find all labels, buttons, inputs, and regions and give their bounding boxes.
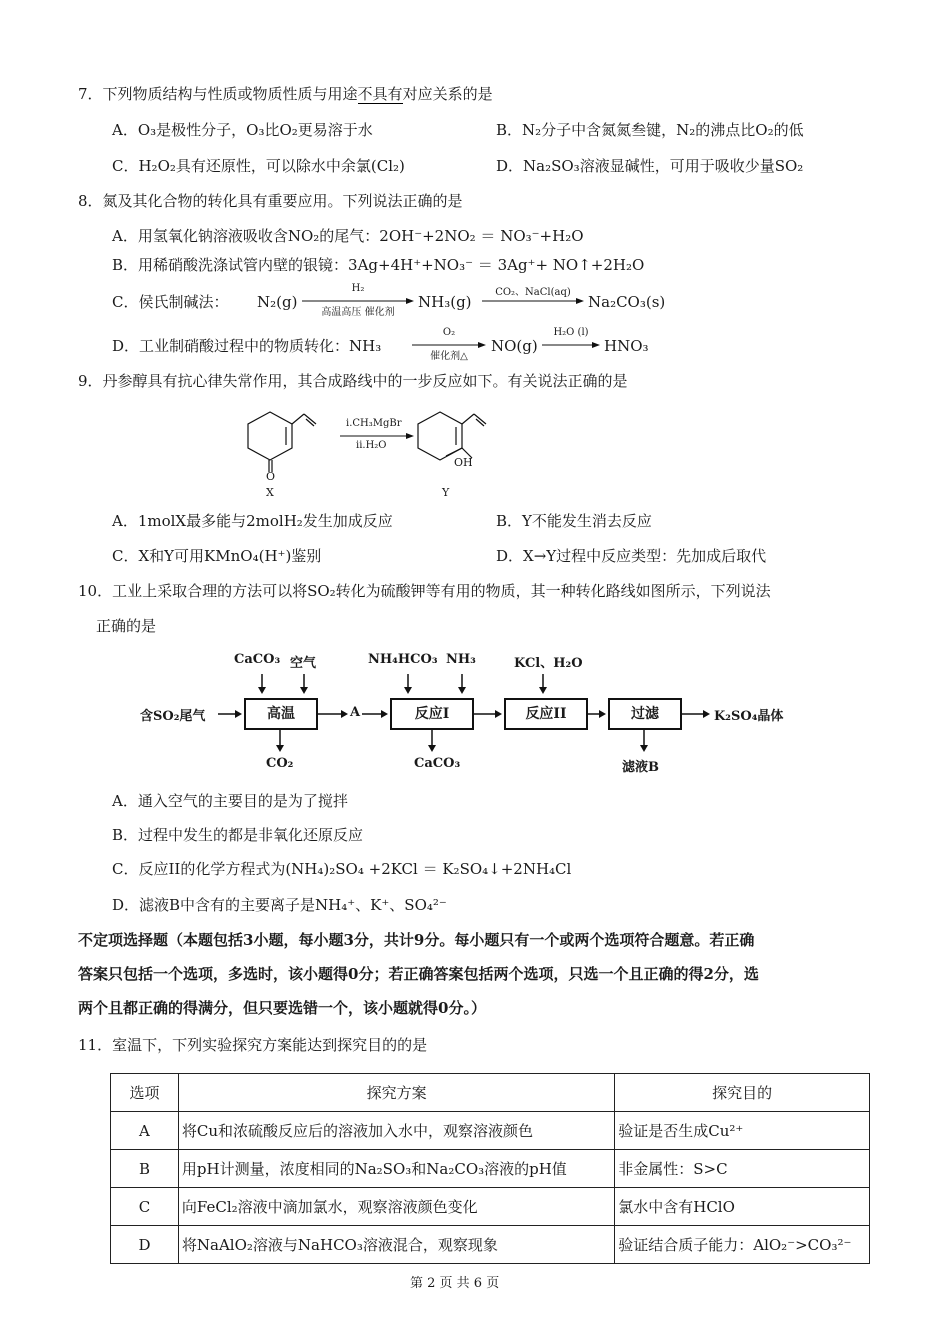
q10-option-d: D．滤液B中含有的主要离子是NH₄⁺、K⁺、SO₄²⁻ xyxy=(112,896,447,914)
q11-table xyxy=(110,1073,870,1264)
q10-output-co2: CO₂ xyxy=(266,756,294,771)
q8-d-arrow-1-top: O₂ xyxy=(442,327,456,338)
q8-d-arrow-1 xyxy=(412,327,486,362)
table-row xyxy=(111,1188,870,1226)
page-footer: 第 2 页 共 6 页 xyxy=(410,1276,500,1291)
section-instructions-line-2: 答案只包括一个选项，多选时，该小题得0分；若正确答案包括两个选项，只选一个且正确的得2分，选 xyxy=(78,965,759,983)
q9-reagent-1: i.CH₃MgBr xyxy=(346,418,402,429)
table-cell-plan: 将NaAlO₂溶液与NaHCO₃溶液混合，观察现象 xyxy=(178,1226,614,1264)
q8-c-arrow-1-bottom: 高温高压 催化剂 xyxy=(321,307,395,318)
table-row xyxy=(111,1112,870,1150)
q10-box-reaction-1: 反应I xyxy=(390,698,474,730)
q10-flowchart xyxy=(140,648,800,778)
q10-option-c: C．反应II的化学方程式为(NH₄)₂SO₄ +2KCl ＝ K₂SO₄↓+2NH₄Cl xyxy=(112,860,572,878)
table-cell-plan: 将Cu和浓硫酸反应后的溶液加入水中，观察溶液颜色 xyxy=(178,1112,614,1150)
q10-input-air: 空气 xyxy=(290,656,317,671)
q8-c-arrow-1 xyxy=(302,283,414,318)
q9-stem: 9．丹参醇具有抗心律失常作用，其合成路线中的一步反应如下。有关说法正确的是 xyxy=(78,372,628,390)
q10-box-high-temp: 高温 xyxy=(244,698,318,730)
reaction-structures xyxy=(240,400,520,505)
q9-reagent-2: ii.H₂O xyxy=(356,440,387,451)
q8-d-arrow-2-top: H₂O (l) xyxy=(553,327,589,338)
q8-d-species-2: NO(g) xyxy=(491,337,538,355)
q7-stem-emphasis: 不具有 xyxy=(357,85,403,103)
table-cell-option: C xyxy=(111,1188,179,1226)
table-cell-option: A xyxy=(111,1112,179,1150)
q7-stem xyxy=(78,85,493,104)
q9-option-c: C．X和Y可用KMnO₄(H⁺)鉴别 xyxy=(112,547,322,565)
q10-box-filter: 过滤 xyxy=(608,698,682,730)
table-cell-plan: 用pH计测量，浓度相同的Na₂SO₃和Na₂CO₃溶液的pH值 xyxy=(178,1150,614,1188)
q10-option-b: B．过程中发生的都是非氧化还原反应 xyxy=(112,826,364,844)
q8-c-arrow-2-top: CO₂、NaCl(aq) xyxy=(495,287,571,298)
section-instructions-line-1: 不定项选择题（本题包括3小题，每小题3分，共计9分。每小题只有一个或两个选项符合题意。若正确 xyxy=(78,931,755,949)
table-header-row xyxy=(111,1074,870,1112)
q8-c-species-3: Na₂CO₃(s) xyxy=(588,293,666,311)
q7-stem-text-end: 对应关系的是 xyxy=(402,85,493,103)
table-cell-purpose: 验证是否生成Cu²⁺ xyxy=(615,1112,870,1150)
q8-option-d-label: D．工业制硝酸过程中的物质转化：NH₃ xyxy=(112,337,382,355)
q9-label-x: X xyxy=(266,486,274,499)
table-cell-purpose: 验证结合质子能力：AlO₂⁻>CO₃²⁻ xyxy=(615,1226,870,1264)
table-header-plan: 探究方案 xyxy=(178,1074,614,1112)
q10-output-caco3: CaCO₃ xyxy=(414,756,461,771)
q7-option-a: A．O₃是极性分子，O₃比O₂更易溶于水 xyxy=(112,121,373,139)
section-instructions-line-3: 两个且都正确的得满分，但只要选错一个，该小题就得0分。） xyxy=(78,999,486,1017)
q9-reaction-scheme xyxy=(240,400,520,505)
q9-option-a: A．1molX最多能与2molH₂发生加成反应 xyxy=(112,512,393,530)
q7-option-c: C．H₂O₂具有还原性，可以除水中余氯(Cl₂) xyxy=(112,157,405,175)
q8-stem: 8．氮及其化合物的转化具有重要应用。下列说法正确的是 xyxy=(78,192,463,210)
q9-option-d: D．X→Y过程中反应类型：先加成后取代 xyxy=(496,547,767,565)
table-cell-plan: 向FeCl₂溶液中滴加氯水，观察溶液颜色变化 xyxy=(178,1188,614,1226)
q10-box-reaction-2: 反应II xyxy=(504,698,588,730)
table-header-purpose: 探究目的 xyxy=(615,1074,870,1112)
q9-x-oxygen: O xyxy=(266,470,276,483)
q10-stem-line-1: 10．工业上采取合理的方法可以将SO₂转化为硫酸钾等有用的物质，其一种转化路线如图所示，下列说法 xyxy=(78,582,771,600)
table-cell-option: D xyxy=(111,1226,179,1264)
table-cell-purpose: 氯水中含有HClO xyxy=(615,1188,870,1226)
q8-d-arrow-1-bottom: 催化剂△ xyxy=(430,351,468,362)
q8-option-a: A．用氢氧化钠溶液吸收含NO₂的尾气：2OH⁻+2NO₂ ＝ NO₃⁻+H₂O xyxy=(112,227,584,245)
q8-c-species-1: N₂(g) xyxy=(257,293,298,311)
q8-option-b: B．用稀硝酸洗涤试管内壁的银镜：3Ag+4H⁺+NO₃⁻ ＝ 3Ag⁺+ NO↑+2H₂O xyxy=(112,256,645,274)
q8-c-species-2: NH₃(g) xyxy=(418,293,472,311)
table-cell-purpose: 非金属性：S>C xyxy=(615,1150,870,1188)
q8-c-arrow-2 xyxy=(482,287,584,317)
table-cell-option: B xyxy=(111,1150,179,1188)
q8-option-c-label: C．侯氏制碱法： xyxy=(112,293,229,311)
q10-product: K₂SO₄晶体 xyxy=(714,709,784,724)
q10-output-filtrate-b: 滤液B xyxy=(622,760,659,775)
table-row xyxy=(111,1226,870,1264)
q8-c-arrow-1-top: H₂ xyxy=(351,283,365,294)
q8-d-species-3: HNO₃ xyxy=(604,337,649,355)
q10-feed: 含SO₂尾气 xyxy=(140,709,206,724)
q10-stem-line-2: 正确的是 xyxy=(96,617,157,635)
q7-option-b: B．N₂分子中含氮氮叁键，N₂的沸点比O₂的低 xyxy=(496,121,804,139)
q10-input-kcl-water: KCl、H₂O xyxy=(514,656,583,671)
q7-stem-text: 7．下列物质结构与性质或物质性质与用途 xyxy=(78,85,358,103)
q10-option-a: A．通入空气的主要目的是为了搅拌 xyxy=(112,792,348,810)
q10-input-nh4hco3: NH₄HCO₃ xyxy=(368,652,438,667)
q9-label-y: Y xyxy=(442,486,450,499)
q9-option-b: B．Y不能发生消去反应 xyxy=(496,512,652,530)
q8-d-arrow-2 xyxy=(542,327,600,361)
q10-input-nh3: NH₃ xyxy=(446,652,476,667)
table-header-option: 选项 xyxy=(111,1074,179,1112)
q7-option-d: D．Na₂SO₃溶液显碱性，可用于吸收少量SO₂ xyxy=(496,157,804,175)
q10-input-caco3: CaCO₃ xyxy=(234,652,281,667)
table-row xyxy=(111,1150,870,1188)
q11-stem: 11．室温下，下列实验探究方案能达到探究目的的是 xyxy=(78,1036,428,1054)
q10-intermediate-a: A xyxy=(350,705,361,720)
q9-y-hydroxyl: OH xyxy=(454,456,473,469)
